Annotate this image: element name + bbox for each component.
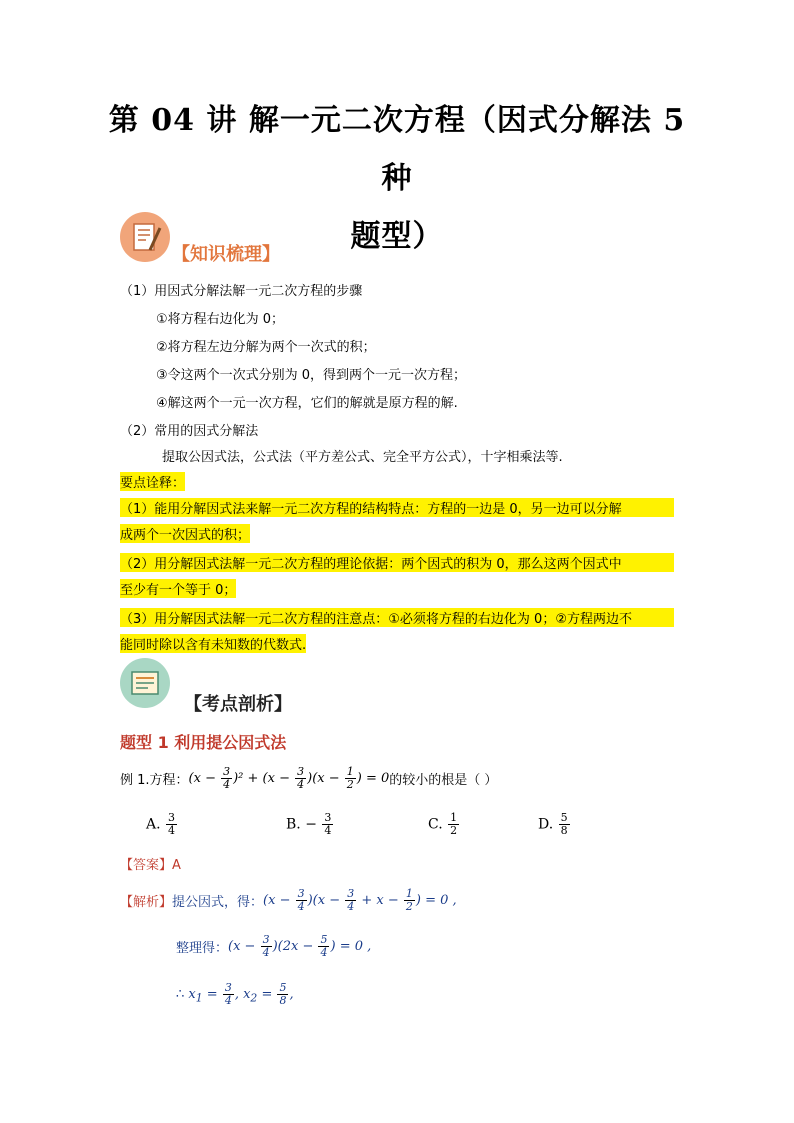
- example-suffix: 的较小的根是（ ）: [389, 773, 498, 788]
- roots-line: [176, 982, 294, 1007]
- example-prefix: 例 1.方程：: [120, 773, 189, 788]
- step-3: ③令这两个一次式分别为 0，得到两个一元一次方程；: [156, 368, 467, 383]
- analysis-label: 【解析】: [120, 895, 173, 910]
- choice-num: 1: [450, 811, 458, 824]
- notebook-icon: [120, 658, 170, 708]
- step-2: ②将方程左边分解为两个一次式的积；: [156, 340, 376, 355]
- book-pencil-icon: [120, 212, 170, 262]
- section-title-knowledge: 【知识梳理】: [172, 244, 280, 265]
- choice-label: A.: [146, 816, 161, 833]
- example-1: [120, 766, 497, 791]
- choice-a[interactable]: [146, 812, 178, 837]
- step-4: ④解这两个一元一次方程，它们的解就是原方程的解.: [156, 396, 458, 411]
- answer-line: [120, 854, 181, 873]
- key-point-3: （3）用分解因式法解一元二次方程的注意点：①必须将方程的右边化为 0；②方程两边不: [120, 608, 674, 627]
- choice-sign: −: [305, 816, 317, 833]
- tidy-text: 整理得：: [176, 941, 229, 956]
- analysis-equation: (x − $\frac{3}{4}$ )(x − $\frac{3}{4}$ + x − $\frac{1}{2}$ ) = 0 ,: [263, 887, 457, 913]
- choice-label: D.: [538, 816, 554, 833]
- key-point-2: （2）用分解因式法解一元二次方程的理论依据：两个因式的积为 0，那么这两个因式中: [120, 553, 674, 572]
- answer-value: A: [172, 858, 181, 873]
- analysis-line: [120, 888, 457, 913]
- step-heading: （1）用因式分解法解一元二次方程的步骤: [120, 284, 363, 299]
- choice-den: 8: [560, 824, 568, 837]
- title-line-2: 题型）: [350, 219, 444, 254]
- method-heading: （2）常用的因式分解法: [120, 424, 259, 439]
- choice-d[interactable]: [538, 812, 571, 837]
- method-list: 提取公因式法，公式法（平方差公式、完全平方公式），十字相乘法等.: [162, 450, 563, 465]
- key-point-1-cont: 成两个一次因式的积；: [120, 524, 250, 543]
- section-title-analysis: 【考点剖析】: [184, 694, 292, 715]
- key-point-3-cont: 能同时除以含有未知数的代数式.: [120, 634, 306, 653]
- choice-label: B.: [286, 816, 301, 833]
- step-1: ①将方程右边化为 0；: [156, 312, 285, 327]
- equation: (x − $\frac{3}{4}$ )² + (x − $\frac{3}{4}$ )(x − $\frac{1}{2}$ ) = 0: [188, 765, 390, 791]
- answer-label: 【答案】: [120, 858, 173, 873]
- title-line-1: 第 04 讲 解一元二次方程（因式分解法 5 种: [108, 103, 686, 196]
- key-points-label: 要点诠释：: [120, 472, 185, 491]
- tidy-line: [176, 934, 371, 959]
- tidy-equation: (x − $\frac{3}{4}$ )(2x − $\frac{5}{4}$ ) = 0 ,: [228, 933, 372, 959]
- question-type-title: 题型 1 利用提公因式法: [120, 733, 287, 752]
- analysis-text: 提公因式，得：: [172, 895, 264, 910]
- choice-den: 4: [324, 824, 332, 837]
- choice-den: 2: [450, 824, 458, 837]
- choice-label: C.: [428, 816, 443, 833]
- key-point-1: （1）能用分解因式法来解一元二次方程的结构特点：方程的一边是 0，另一边可以分解: [120, 498, 674, 517]
- choice-num: 5: [560, 811, 568, 824]
- choice-den: 4: [168, 824, 176, 837]
- roots: $x_1$ = $\frac{3}{4}$ , $x_2$ = $\frac{5}{8}$ ,: [184, 981, 294, 1007]
- therefore-symbol: ∴: [176, 987, 185, 1002]
- choice-b[interactable]: [286, 812, 334, 837]
- choice-num: 3: [168, 811, 176, 824]
- choice-num: 3: [324, 811, 332, 824]
- choice-c[interactable]: [428, 812, 460, 837]
- key-point-2-cont: 至少有一个等于 0；: [120, 579, 236, 598]
